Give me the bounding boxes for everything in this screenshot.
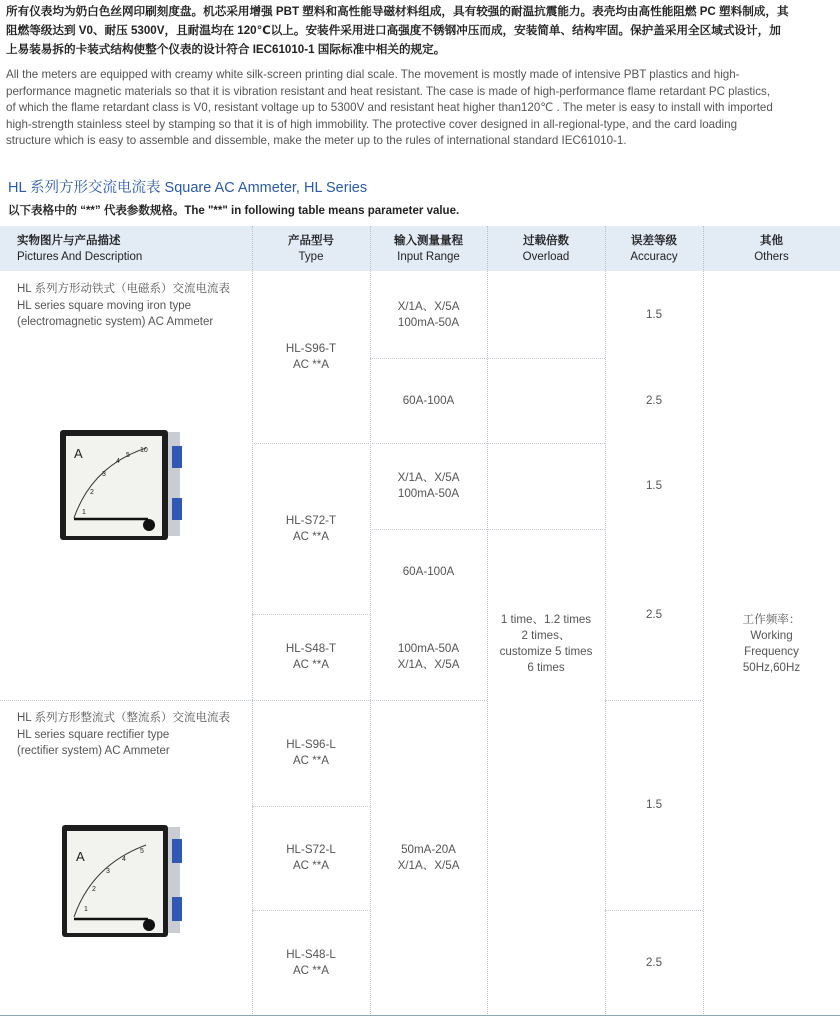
intro-cn-line: 所有仪表均为奶白色丝网印刷刻度盘。机芯采用增强 PBT 塑料和高性能导磁材料组成，具有较强的耐温抗震能力。表壳均由高性能阻燃 PC 塑料制成，其	[6, 5, 789, 18]
intro-en-line: performance magnetic materials so that it is vibration resistant and heat resistant. The case is made of high-performance flame retardant PC plastics,	[6, 84, 771, 98]
range-cell	[370, 271, 487, 358]
description-line: (electromagnetic system) AC Ammeter	[17, 316, 214, 328]
range-cell	[370, 443, 487, 529]
scale-label: 5	[140, 848, 144, 855]
scale-label: 4	[116, 458, 120, 465]
table-bottom-border	[0, 1015, 840, 1016]
type-model: HL-S72-L	[286, 843, 336, 856]
group-description	[17, 710, 230, 760]
ammeter-image-rectifier	[62, 821, 190, 951]
header-others-en: Others	[754, 250, 789, 263]
type-cell	[252, 700, 370, 806]
scale-label: 4	[122, 856, 126, 863]
range-line: 100mA-50A	[397, 642, 460, 655]
range-line: 60A-100A	[402, 393, 455, 407]
meter-unit: A	[74, 446, 83, 461]
scale-label: 2	[92, 886, 96, 893]
type-model: HL-S72-T	[285, 513, 337, 527]
header-type-cn: 产品型号	[288, 234, 334, 247]
description-line: (rectifier system) AC Ammeter	[17, 745, 170, 757]
type-model: HL-S96-T	[285, 342, 337, 355]
scale-label: 5	[126, 452, 130, 459]
range-line: 100mA-50A	[397, 315, 460, 329]
header-others-cn: 其他	[760, 234, 783, 247]
intro-english	[6, 67, 840, 150]
ammeter-image-moving-iron	[60, 426, 190, 556]
accuracy-cell: 2.5	[645, 393, 663, 407]
spec-table	[0, 226, 840, 1016]
others-line: Working	[750, 628, 793, 642]
type-value: AC **A	[292, 964, 330, 977]
group-description	[17, 281, 230, 331]
header-range	[370, 226, 487, 271]
intro-cn-line: 上易装易拆的卡装式结构使整个仪表的设计符合 IEC61010-1 国际标准中相关的规定。	[6, 43, 446, 56]
header-overload-en: Overload	[522, 250, 570, 263]
accuracy-cell: 1.5	[645, 307, 663, 321]
range-line: X/1A、X/5A	[397, 299, 460, 313]
type-value: AC **A	[292, 529, 330, 543]
header-accuracy-cn: 误差等级	[631, 234, 677, 247]
series-title: HL 系列方形交流电流表 Square AC Ammeter, HL Series	[8, 180, 368, 196]
header-accuracy-en: Accuracy	[630, 250, 678, 263]
parameter-note: 以下表格中的 “**” 代表参数规格。The "**" in following table means parameter value.	[8, 205, 460, 217]
scale-label: 1	[84, 906, 88, 913]
description-line: HL series square rectifier type	[17, 728, 170, 741]
header-others	[703, 226, 840, 271]
description-line: HL 系列方形动铁式（电磁系）交流电流表	[17, 283, 230, 295]
type-value: AC **A	[292, 754, 330, 767]
header-type	[252, 226, 370, 271]
scale-label: 10	[140, 447, 148, 454]
range-cell	[370, 529, 487, 614]
header-pictures-cn: 实物图片与产品描述	[17, 234, 121, 247]
scale-label: 3	[102, 471, 106, 478]
range-cell	[370, 700, 487, 1016]
accuracy-cell: 2.5	[645, 607, 663, 621]
scale-label: 3	[106, 868, 110, 875]
range-cell	[370, 358, 487, 443]
type-cell	[252, 614, 370, 700]
overload-line: 2 times、	[521, 628, 571, 642]
header-overload-cn: 过载倍数	[523, 234, 569, 247]
range-cell	[370, 614, 487, 700]
others-line: 50Hz,60Hz	[742, 660, 801, 674]
overload-cell	[487, 271, 605, 1016]
scale-label: 1	[82, 509, 86, 516]
intro-cn-line: 阻燃等级达到 V0、耐压 5300V，且耐温均在 120℃以上。安装件采用进口高强度不锈钢冲压而成，安装简单、结构牢固。保护盖采用全区域式设计，加	[6, 24, 781, 37]
type-model: HL-S48-T	[285, 642, 337, 655]
intro-en-line: of which the flame retardant class is V0, resistant voltage up to 5300V and resistant heat higher than120℃ . The meter is easy to install with imported	[6, 101, 773, 114]
range-line: 50mA-20A	[401, 843, 456, 856]
header-accuracy	[605, 226, 703, 271]
scale-label: 2	[90, 489, 94, 496]
range-line: X/1A、X/5A	[397, 471, 460, 484]
others-line: 工作频率：	[742, 612, 801, 626]
type-model: HL-S96-L	[286, 738, 336, 751]
header-overload	[487, 226, 605, 271]
type-model: HL-S48-L	[286, 948, 336, 961]
type-value: AC **A	[292, 658, 330, 671]
range-line: 100mA-50A	[397, 487, 460, 500]
header-range-cn: 输入测量量程	[394, 234, 463, 247]
accuracy-cell: 1.5	[645, 798, 663, 811]
others-cell	[703, 271, 840, 1016]
type-cell	[252, 271, 370, 443]
intro-chinese	[6, 2, 840, 59]
range-line: 60A-100A	[402, 564, 455, 578]
type-cell	[252, 806, 370, 910]
description-line: HL 系列方形整流式（整流系）交流电流表	[17, 712, 230, 724]
type-value: AC **A	[292, 358, 330, 371]
header-range-en: Input Range	[397, 250, 460, 263]
overload-line: 6 times	[527, 660, 565, 674]
header-pictures	[17, 226, 247, 271]
overload-line: 1 time、1.2 times	[500, 612, 592, 626]
range-line: X/1A、X/5A	[397, 658, 460, 671]
type-value: AC **A	[292, 859, 330, 872]
type-cell	[252, 443, 370, 614]
header-type-en: Type	[298, 250, 324, 263]
meter-unit: A	[76, 849, 85, 864]
overload-line: customize 5 times	[499, 644, 593, 658]
intro-en-line: All the meters are equipped with creamy white silk-screen printing dial scale. The movement is mostly made of intensive PBT plastics and high-	[6, 68, 740, 81]
description-line: HL series square moving iron type	[17, 299, 192, 312]
others-line: Frequency	[744, 644, 799, 658]
accuracy-cell: 2.5	[645, 956, 663, 969]
intro-en-line: high-strength stainless steel by stamping so that it is of high immobility. The protective cover designed in all-regional-type, and the card loading	[6, 117, 738, 131]
accuracy-cell: 1.5	[645, 479, 663, 492]
range-line: X/1A、X/5A	[397, 859, 460, 872]
header-pictures-en: Pictures And Description	[17, 250, 143, 263]
intro-en-line: structure which is easy to assemble and dissemble, make the meter up to the rules of international standard IEC61010-1.	[6, 134, 627, 147]
type-cell	[252, 910, 370, 1016]
